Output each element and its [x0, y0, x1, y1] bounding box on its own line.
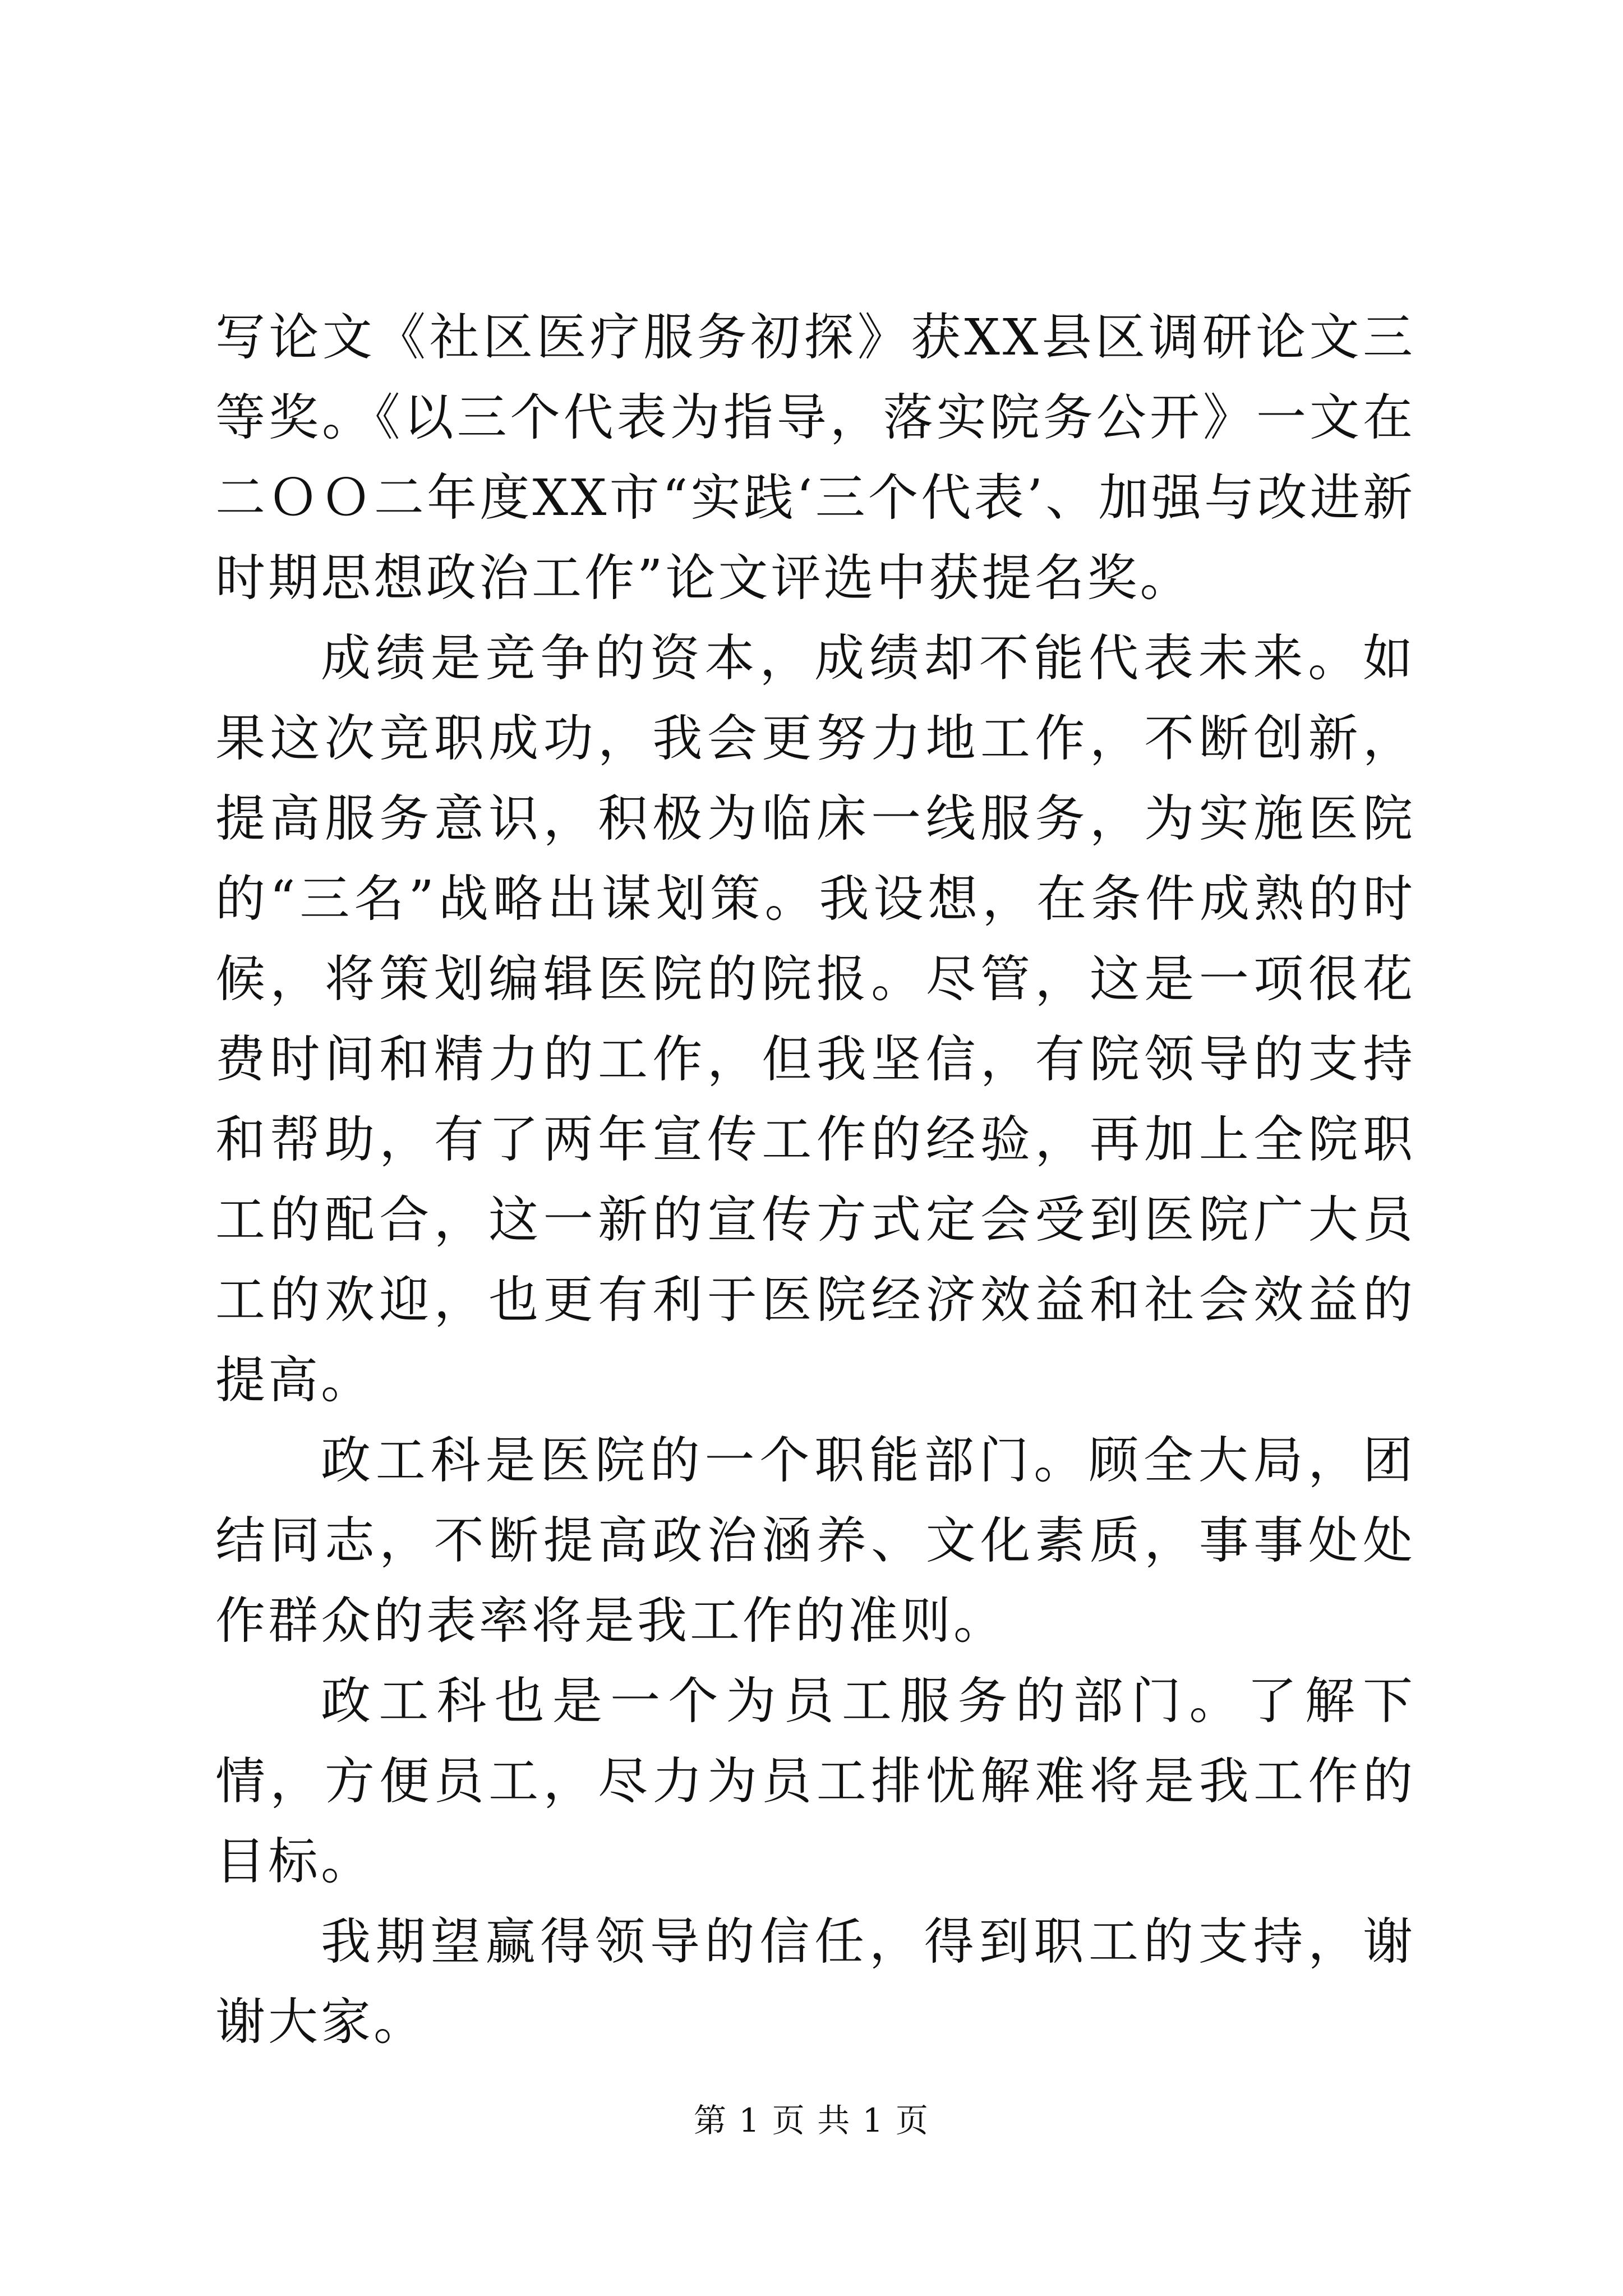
paragraph-department-role: 政工科是医院的一个职能部门。顾全大局，团结同志，不断提高政治涵养、文化素质，事事处处作群众的表率将是我工作的准则。 [215, 1431, 1415, 1650]
paragraph-service-goal: 政工科也是一个为员工服务的部门。了解下情，方便员工，尽力为员工排忧解难将是我工作的目标。 [215, 1672, 1415, 1890]
page-footer: 第 1 页 共 1 页 [694, 2101, 929, 2139]
document-body [215, 297, 1415, 2062]
paragraph-continuation: 写论文《社区医疗服务初探》获XX县区调研论文三等奖。《以三个代表为指导，落实院务公开》一文在二ＯＯ二年度XX市“实践‘三个代表’、加强与改进新时期思想政治工作”论文评选中获提名奖。 [215, 308, 1415, 607]
paragraph-closing: 我期望赢得领导的信任，得到职工的支持，谢谢大家。 [215, 1912, 1415, 2051]
paragraph-achievements: 成绩是竞争的资本，成绩却不能代表未来。如果这次竞职成功，我会更努力地工作，不断创新，提高服务意识，积极为临床一线服务，为实施医院的“三名”战略出谋划策。我设想，在条件成熟的时候，将策划编辑医院的院报。尽管，这是一项很花费时间和精力的工作，但我坚信，有院领导的支持和帮助，有了两年宣传工作的经验，再加上全院职工的配合，这一新的宣传方式定会受到医院广大员工的欢迎，也更有利于医院经济效益和社会效益的提高。 [215, 629, 1415, 1409]
